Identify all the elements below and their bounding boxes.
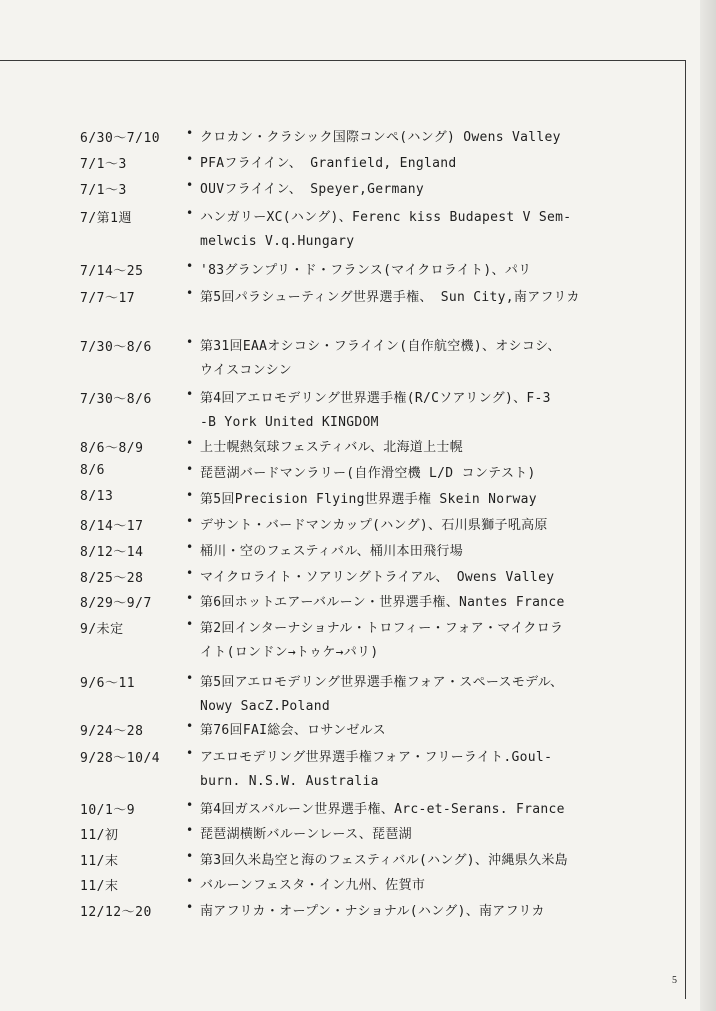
- entry-date: 7/30〜8/6: [80, 392, 152, 407]
- entry-text-line: マイクロライト・ソアリングトライアル、 Owens Valley: [200, 570, 555, 585]
- schedule-entry: [0, 670, 686, 714]
- entry-text: [200, 462, 640, 486]
- entry-text: [200, 540, 640, 564]
- schedule-entry: [0, 435, 686, 459]
- entry-text: [200, 617, 640, 660]
- schedule-entry: [0, 125, 686, 149]
- bullet-icon: •: [186, 126, 194, 140]
- schedule-entry: [0, 590, 686, 614]
- entry-date: 9/24〜28: [80, 724, 144, 739]
- schedule-entry: [0, 487, 686, 511]
- bullet-icon: •: [186, 671, 194, 685]
- schedule-entry: [0, 177, 686, 201]
- page-number: 5: [672, 975, 677, 986]
- bullet-icon: •: [186, 514, 194, 528]
- schedule-entry: [0, 848, 686, 872]
- entry-date: 11/末: [80, 879, 119, 894]
- schedule-entry: [0, 334, 686, 378]
- schedule-entry: [0, 616, 686, 660]
- entry-date: 7/14〜25: [80, 264, 144, 279]
- schedule-entry: [0, 565, 686, 589]
- entry-text-line: 南アフリカ・オープン・ナショナル(ハング)、南アフリカ: [200, 904, 545, 919]
- bullet-icon: •: [186, 335, 194, 349]
- bullet-icon: •: [186, 900, 194, 914]
- schedule-entry: [0, 285, 686, 309]
- entry-text: [200, 126, 640, 150]
- entry-text: [200, 719, 640, 743]
- entry-date: 6/30〜7/10: [80, 131, 161, 146]
- bullet-icon: •: [186, 488, 194, 502]
- entry-text-line: クロカン・クラシック国際コンペ(ハング) Owens Valley: [200, 130, 561, 145]
- entry-text: [200, 591, 640, 615]
- entry-text: [200, 152, 640, 176]
- entry-text-line: 第5回パラシューティング世界選手権、 Sun City,南アフリカ: [200, 290, 580, 305]
- entry-date: 8/12〜14: [80, 545, 144, 560]
- entry-date: 10/1〜9: [80, 803, 136, 818]
- entry-text: [200, 335, 640, 378]
- schedule-entry: [0, 151, 686, 175]
- entry-text: [200, 436, 640, 460]
- bullet-icon: •: [186, 540, 194, 554]
- entry-date: 8/14〜17: [80, 519, 144, 534]
- entry-text: [200, 671, 640, 714]
- bullet-icon: •: [186, 436, 194, 450]
- entry-date: 7/1〜3: [80, 157, 127, 172]
- entry-text-line: ハンガリーXC(ハング)、Ferenc kiss Budapest V Sem-: [200, 210, 572, 225]
- entry-text: [200, 849, 640, 873]
- entry-date: 7/7〜17: [80, 291, 136, 306]
- entry-text-line: バルーンフェスタ・イン九州、佐賀市: [200, 878, 426, 893]
- entry-text: [200, 286, 640, 310]
- bullet-icon: •: [186, 462, 194, 476]
- page-edge: [700, 0, 716, 1011]
- entry-date: 8/13: [80, 489, 114, 504]
- entry-date: 8/6: [80, 463, 105, 478]
- bullet-icon: •: [186, 798, 194, 812]
- entry-date: 12/12〜20: [80, 905, 152, 920]
- bullet-icon: •: [186, 746, 194, 760]
- entry-text-line: 第3回久米島空と海のフェスティバル(ハング)、沖縄県久米島: [200, 853, 568, 868]
- entry-text-line: 第76回FAI総会、ロサンゼルス: [200, 723, 386, 738]
- schedule-entry: [0, 718, 686, 742]
- entry-text-line: 琵琶湖横断バルーンレース、琵琶湖: [200, 827, 412, 842]
- schedule-entry: [0, 461, 686, 485]
- bullet-icon: •: [186, 566, 194, 580]
- entry-text-line: 第4回ガスバルーン世界選手権、Arc-et-Serans. France: [200, 802, 565, 817]
- entry-text: [200, 178, 640, 202]
- bullet-icon: •: [186, 591, 194, 605]
- entry-text-continuation: melwcis V.q.Hungary: [200, 234, 355, 249]
- entry-text: [200, 566, 640, 590]
- entry-text-line: 第4回アエロモデリング世界選手権(R/Cソアリング)、F-3: [200, 391, 551, 406]
- bullet-icon: •: [186, 719, 194, 733]
- entry-text: [200, 259, 640, 283]
- entry-text-continuation: Nowy SacZ.Poland: [200, 699, 331, 714]
- bullet-icon: •: [186, 387, 194, 401]
- entry-text: [200, 206, 640, 249]
- schedule-entry: [0, 205, 686, 249]
- entry-date: 8/29〜9/7: [80, 596, 152, 611]
- bullet-icon: •: [186, 178, 194, 192]
- entry-date: 9/28〜10/4: [80, 751, 161, 766]
- bullet-icon: •: [186, 286, 194, 300]
- entry-text: [200, 823, 640, 847]
- entry-text-line: 第5回Precision Flying世界選手権 Skein Norway: [200, 492, 537, 507]
- bullet-icon: •: [186, 874, 194, 888]
- entry-text: [200, 874, 640, 898]
- entry-text-line: 第6回ホットエアーバルーン・世界選手権、Nantes France: [200, 595, 565, 610]
- entry-text: [200, 387, 640, 430]
- schedule-entry: [0, 258, 686, 282]
- entry-text-line: デサント・バードマンカップ(ハング)、石川県獅子吼高原: [200, 518, 548, 533]
- schedule-entry: [0, 873, 686, 897]
- bullet-icon: •: [186, 849, 194, 863]
- schedule-entry: [0, 899, 686, 923]
- entry-date: 7/1〜3: [80, 183, 127, 198]
- entry-text: [200, 746, 640, 789]
- entry-text: [200, 900, 640, 924]
- entry-text: [200, 488, 640, 512]
- schedule-entry: [0, 386, 686, 430]
- entry-date: 8/25〜28: [80, 571, 144, 586]
- schedule-entry: [0, 797, 686, 821]
- entry-date: 8/6〜8/9: [80, 441, 144, 456]
- entry-text: [200, 798, 640, 822]
- entry-text-line: PFAフライイン、 Granfield, England: [200, 156, 457, 171]
- bullet-icon: •: [186, 206, 194, 220]
- entry-text-line: 第5回アエロモデリング世界選手権フォア・スペースモデル、: [200, 675, 564, 690]
- entry-text-line: OUVフライイン、 Speyer,Germany: [200, 182, 424, 197]
- bullet-icon: •: [186, 152, 194, 166]
- entry-text-line: 第31回EAAオシコシ・フライイン(自作航空機)、オシコシ、: [200, 339, 561, 354]
- entry-text-line: 第2回インターナショナル・トロフィー・フォア・マイクロラ: [200, 621, 564, 636]
- entry-text: [200, 514, 640, 538]
- entry-date: 9/6〜11: [80, 676, 136, 691]
- entry-text-continuation: ウイスコンシン: [200, 363, 292, 378]
- entry-date: 11/初: [80, 828, 119, 843]
- entry-date: 11/末: [80, 854, 119, 869]
- entry-text-line: 桶川・空のフェスティバル、桶川本田飛行場: [200, 544, 464, 559]
- entry-date: 7/第1週: [80, 211, 132, 226]
- entry-text-continuation: -B York United KINGDOM: [200, 415, 379, 430]
- schedule-entry: [0, 539, 686, 563]
- entry-text-continuation: burn. N.S.W. Australia: [200, 774, 379, 789]
- schedule-entry: [0, 513, 686, 537]
- entry-text-line: アエロモデリング世界選手権フォア・フリーライト.Goul-: [200, 750, 553, 765]
- bullet-icon: •: [186, 823, 194, 837]
- entry-date: 9/未定: [80, 622, 124, 637]
- bullet-icon: •: [186, 259, 194, 273]
- schedule-entry: [0, 745, 686, 789]
- entry-date: 7/30〜8/6: [80, 340, 152, 355]
- entry-text-line: 琵琶湖バードマンラリー(自作滑空機 L/D コンテスト): [200, 466, 536, 481]
- bullet-icon: •: [186, 617, 194, 631]
- schedule-entry: [0, 822, 686, 846]
- entry-text-continuation: イト(ロンドン→トゥケ→パリ): [200, 645, 379, 660]
- entry-text-line: '83グランプリ・ド・フランス(マイクロライト)、パリ: [200, 263, 532, 278]
- entry-text-line: 上士幌熱気球フェスティバル、北海道上士幌: [200, 440, 464, 455]
